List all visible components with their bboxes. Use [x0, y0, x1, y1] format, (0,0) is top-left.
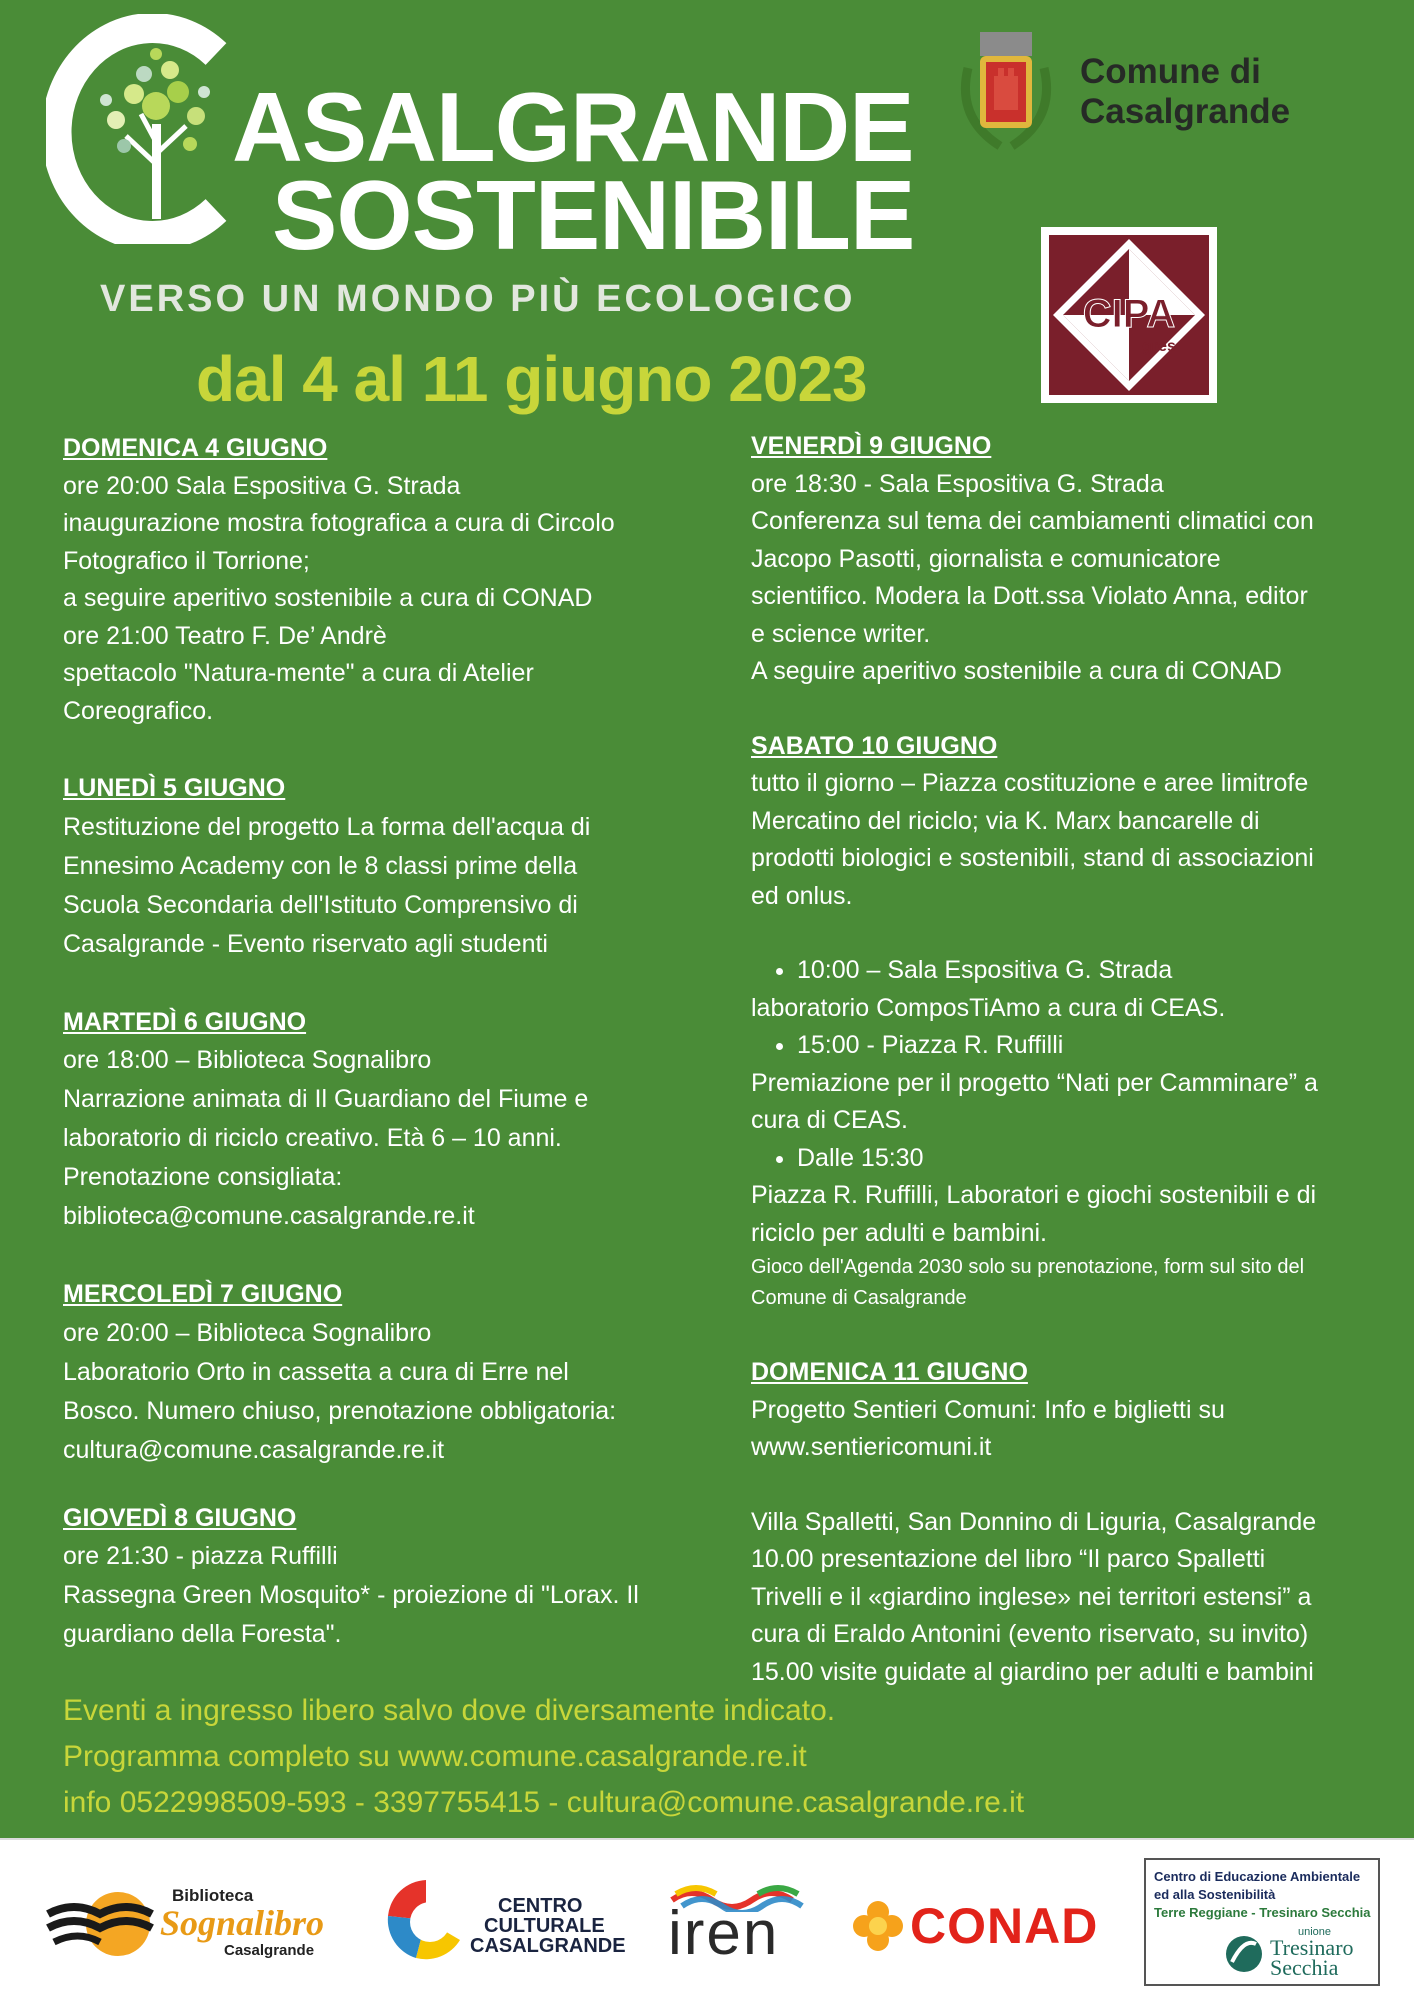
- small-note: Gioco dell'Agenda 2030 solo su prenotazione, form sul sito del: [751, 1256, 1305, 1278]
- event-line: Scuola Secondaria dell'Istituto Comprensivo di: [63, 890, 578, 919]
- ceas-line-1: Centro di Educazione Ambientale: [1154, 1869, 1361, 1884]
- tree-icon: [100, 48, 210, 219]
- event-line: prodotti biologici e sostenibili, stand di associazioni: [751, 844, 1314, 872]
- event-line: Laboratorio Orto in cassetta a cura di Erre nel: [63, 1357, 569, 1386]
- ceas-line-3: Terre Reggiane - Tresinaro Secchia: [1154, 1905, 1371, 1920]
- footer-line: Eventi a ingresso libero salvo dove diversamente indicato.: [63, 1694, 836, 1727]
- event-line: Ennesimo Academy con le 8 classi prime della: [63, 851, 578, 880]
- casalgrande-label: Casalgrande: [224, 1942, 315, 1959]
- unione-small: unione: [1298, 1926, 1332, 1938]
- coat-of-arms-icon: [950, 28, 1062, 158]
- ceas-logo: [1144, 1858, 1380, 1986]
- centro-line-1: CENTRO: [498, 1895, 583, 1917]
- comune-text: [1080, 52, 1290, 132]
- footer-line: Programma completo su www.comune.casalgrande.re.it: [63, 1740, 807, 1773]
- event-line: Casalgrande - Evento riservato agli studenti: [63, 929, 548, 958]
- event-line: Premiazione per il progetto “Nati per Camminare” a: [751, 1068, 1318, 1097]
- cipa-gres-logo: [1041, 227, 1217, 403]
- event-line: Coreografico.: [63, 696, 214, 725]
- unione-line-2: Secchia: [1270, 1955, 1339, 1980]
- bullet-list: [751, 1140, 1381, 1178]
- event-line: a seguire aperitivo sostenibile a cura di CONAD: [63, 584, 593, 612]
- program-left-column: [63, 430, 723, 1654]
- ceas-line-2: ed alla Sostenibilità: [1154, 1887, 1276, 1902]
- event-line: tutto il giorno – Piazza costituzione e aree limitrofe: [751, 769, 1309, 797]
- event-line: cura di Eraldo Antonini (evento riservato, su invito): [751, 1620, 1309, 1648]
- event-line: ore 20:00 – Biblioteca Sognalibro: [63, 1318, 432, 1347]
- centro-culturale-icon: [376, 1870, 476, 1970]
- event-line: spettacolo "Natura-mente" a cura di Atelier: [63, 659, 534, 687]
- day-heading: DOMENICA 11 GIUGNO: [751, 1358, 1028, 1386]
- event-line: scientifico. Modera la Dott.ssa Violato Anna, editor: [751, 582, 1308, 610]
- bullet-item: • 10:00 – Sala Espositiva G. Strada: [797, 952, 1381, 990]
- biblioteca-sognalibro-logo: [44, 1884, 324, 1964]
- day-heading: MERCOLEDÌ 7 GIUGNO: [63, 1280, 343, 1308]
- event-line: 10.00 presentazione del libro “Il parco Spalletti: [751, 1545, 1266, 1573]
- iren-label: iren: [668, 1899, 780, 1968]
- subtitle: VERSO UN MONDO PIÙ ECOLOGICO: [100, 278, 856, 320]
- day-heading: DOMENICA 4 GIUGNO: [63, 434, 328, 462]
- event-line: biblioteca@comune.casalgrande.re.it: [63, 1202, 475, 1230]
- leaf-drop-icon: [1224, 1934, 1264, 1974]
- centro-line-3: CASALGRANDE: [470, 1935, 626, 1957]
- event-line: ore 20:00 Sala Espositiva G. Strada: [63, 471, 461, 500]
- footer-line: info 0522998509-593 - 3397755415 - cultura@comune.casalgrande.re.it: [63, 1786, 1025, 1819]
- title-line-1: ASALGRANDE: [232, 72, 914, 182]
- event-line: Conferenza sul tema dei cambiamenti climatici con: [751, 507, 1314, 535]
- event-line: cura di CEAS.: [751, 1106, 909, 1134]
- cipa-label: CIPA: [1082, 292, 1176, 336]
- casalgrande-c-tree-logo: [46, 14, 246, 244]
- day-heading: GIOVEDÌ 8 GIUGNO: [63, 1503, 297, 1532]
- event-line: Bosco. Numero chiuso, prenotazione obbligatoria:: [63, 1396, 617, 1425]
- event-line: ore 18:00 – Biblioteca Sognalibro: [63, 1046, 432, 1074]
- conad-label: CONAD: [910, 1898, 1099, 1954]
- event-line: 15.00 visite guidate al giardino per adulti e bambini: [751, 1657, 1314, 1686]
- event-line: guardiano della Foresta".: [63, 1620, 342, 1648]
- unione-text: [1270, 1935, 1354, 1980]
- title-line-2: SOSTENIBILE: [272, 160, 915, 270]
- bullet-list: [751, 1027, 1381, 1065]
- conad-logo: [852, 1900, 1112, 1960]
- centro-line-2: CULTURALE: [484, 1915, 605, 1937]
- event-line: Fotografico il Torrione;: [63, 546, 310, 575]
- day-heading: LUNEDÌ 5 GIUGNO: [63, 774, 286, 802]
- event-line: A seguire aperitivo sostenibile a cura di CONAD: [751, 657, 1282, 685]
- comune-line-2: Casalgrande: [1080, 92, 1291, 131]
- iren-logo: [666, 1884, 806, 1974]
- bullet-list: [751, 952, 1381, 990]
- event-line: Progetto Sentieri Comuni: Info e biglietti su: [751, 1395, 1225, 1424]
- unione-line-1: Tresinaro: [1270, 1935, 1354, 1960]
- event-line: Trivelli e il «giardino inglese» nei territori estensi” a: [751, 1582, 1312, 1611]
- centro-text: [470, 1896, 626, 1956]
- event-line: e science writer.: [751, 619, 931, 648]
- event-line: Jacopo Pasotti, giornalista e comunicatore: [751, 544, 1221, 573]
- bullet-item: • 15:00 - Piazza R. Ruffilli: [797, 1027, 1381, 1065]
- event-line: Mercatino del riciclo; via K. Marx bancarelle di: [751, 806, 1260, 835]
- event-line: ed onlus.: [751, 881, 853, 910]
- event-line: riciclo per adulti e bambini.: [751, 1218, 1047, 1247]
- book-sun-icon: [44, 1884, 154, 1964]
- event-line: laboratorio ComposTiAmo a cura di CEAS.: [751, 993, 1226, 1022]
- event-line: Restituzione del progetto La forma dell'acqua di: [63, 812, 591, 841]
- event-line: Piazza R. Ruffilli, Laboratori e giochi sostenibili e di: [751, 1181, 1317, 1209]
- comune-line-1: Comune di: [1080, 52, 1261, 91]
- event-line: inaugurazione mostra fotografica a cura di Circolo: [63, 509, 615, 537]
- event-line: www.sentiericomuni.it: [751, 1433, 992, 1461]
- day-heading: VENERDÌ 9 GIUGNO: [751, 432, 992, 460]
- bullet-item: • Dalle 15:30: [797, 1140, 1381, 1178]
- cipa-sub: gres: [1142, 338, 1176, 355]
- program-right-column: [751, 428, 1381, 1691]
- sognalibro-label: Sognalibro: [160, 1903, 325, 1943]
- event-line: Rassegna Green Mosquito* - proiezione di "Lorax. Il: [63, 1581, 639, 1609]
- ceas-text: [1154, 1868, 1371, 1922]
- event-line: ore 18:30 - Sala Espositiva G. Strada: [751, 469, 1164, 498]
- event-line: Prenotazione consigliata:: [63, 1163, 343, 1191]
- event-line: Villa Spalletti, San Donnino di Liguria, Casalgrande: [751, 1507, 1317, 1536]
- footer-info: [63, 1688, 1024, 1826]
- day-heading: MARTEDÌ 6 GIUGNO: [63, 1007, 307, 1036]
- event-line: cultura@comune.casalgrande.re.it: [63, 1435, 445, 1464]
- centro-culturale-logo: [376, 1870, 636, 1970]
- comune-logo: [950, 28, 1310, 168]
- sponsor-strip: [0, 1838, 1414, 2002]
- biblioteca-label: Biblioteca: [172, 1886, 254, 1905]
- flower-icon: [852, 1900, 904, 1952]
- event-line: Narrazione animata di Il Guardiano del Fiume e: [63, 1085, 589, 1113]
- event-line: ore 21:30 - piazza Ruffilli: [63, 1542, 338, 1570]
- event-line: ore 21:00 Teatro F. De’ Andrè: [63, 621, 387, 650]
- event-dates: dal 4 al 11 giugno 2023: [196, 343, 867, 415]
- small-note: Comune di Casalgrande: [751, 1287, 967, 1309]
- day-heading: SABATO 10 GIUGNO: [751, 731, 998, 760]
- event-line: laboratorio di riciclo creativo. Età 6 – 10 anni.: [63, 1124, 562, 1152]
